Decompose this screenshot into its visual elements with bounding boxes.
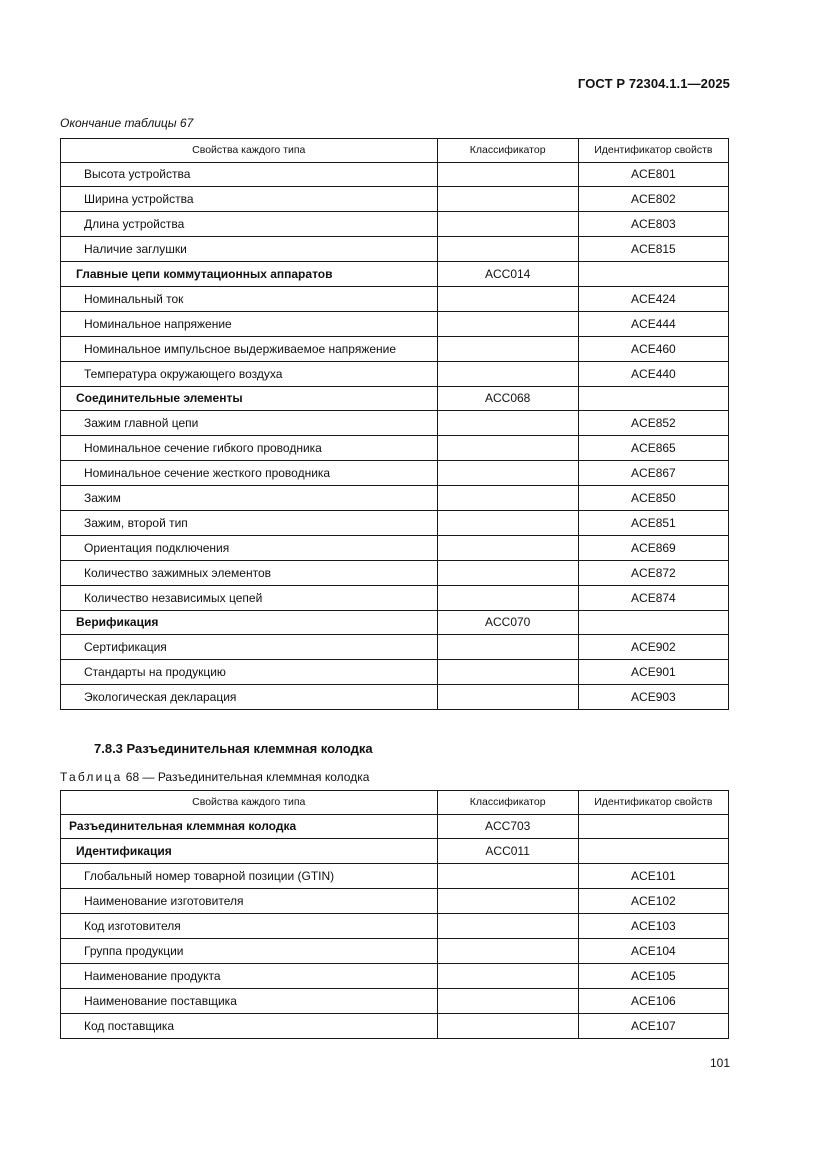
- property-cell: Номинальный ток: [61, 286, 438, 311]
- table-row: [61, 486, 729, 511]
- classifier-cell: ACC070: [437, 610, 578, 635]
- classifier-cell: [437, 187, 578, 212]
- identifier-cell: ACE444: [578, 311, 728, 336]
- property-cell: Идентификация: [61, 839, 438, 864]
- identifier-cell: ACE867: [578, 461, 728, 486]
- identifier-cell: ACE852: [578, 411, 728, 436]
- property-cell: Длина устройства: [61, 212, 438, 237]
- table-group-row: [61, 814, 729, 839]
- classifier-cell: ACC703: [437, 814, 578, 839]
- classifier-cell: [437, 237, 578, 262]
- identifier-cell: ACE105: [578, 963, 728, 988]
- identifier-cell: ACE865: [578, 436, 728, 461]
- property-cell: Ориентация подключения: [61, 535, 438, 560]
- table-row: [61, 212, 729, 237]
- classifier-cell: [437, 914, 578, 939]
- identifier-cell: ACE106: [578, 988, 728, 1013]
- table-row: [61, 461, 729, 486]
- identifier-cell: ACE424: [578, 286, 728, 311]
- table-row: [61, 660, 729, 685]
- property-cell: Зажим, второй тип: [61, 510, 438, 535]
- classifier-cell: ACC068: [437, 386, 578, 411]
- classifier-cell: [437, 685, 578, 710]
- property-cell: Наименование продукта: [61, 963, 438, 988]
- identifier-cell: ACE902: [578, 635, 728, 660]
- identifier-cell: ACE901: [578, 660, 728, 685]
- property-cell: Группа продукции: [61, 938, 438, 963]
- classifier-cell: [437, 585, 578, 610]
- classifier-cell: [437, 162, 578, 187]
- identifier-cell: ACE874: [578, 585, 728, 610]
- section-heading: 7.8.3 Разъединительная клеммная колодка: [94, 741, 373, 756]
- identifier-cell: [578, 262, 728, 287]
- table-68: [60, 790, 729, 1039]
- table-group-row: [61, 610, 729, 635]
- classifier-cell: [437, 336, 578, 361]
- property-cell: Разъединительная клеммная колодка: [61, 814, 438, 839]
- property-cell: Наименование поставщика: [61, 988, 438, 1013]
- identifier-cell: [578, 839, 728, 864]
- property-cell: Сертификация: [61, 635, 438, 660]
- property-cell: Зажим главной цепи: [61, 411, 438, 436]
- column-header-property: Свойства каждого типа: [61, 139, 438, 163]
- table-group-row: [61, 839, 729, 864]
- identifier-cell: ACE872: [578, 560, 728, 585]
- table-row: [61, 585, 729, 610]
- table-row: [61, 535, 729, 560]
- table-caption-label: Таблица: [60, 770, 123, 784]
- classifier-cell: [437, 411, 578, 436]
- property-cell: Наименование изготовителя: [61, 889, 438, 914]
- classifier-cell: [437, 535, 578, 560]
- classifier-cell: [437, 864, 578, 889]
- table-67: [60, 138, 729, 710]
- classifier-cell: [437, 436, 578, 461]
- table-row: [61, 162, 729, 187]
- property-cell: Код поставщика: [61, 1013, 438, 1038]
- classifier-cell: ACC014: [437, 262, 578, 287]
- identifier-cell: ACE104: [578, 938, 728, 963]
- property-cell: Температура окружающего воздуха: [61, 361, 438, 386]
- identifier-cell: ACE440: [578, 361, 728, 386]
- identifier-cell: ACE802: [578, 187, 728, 212]
- classifier-cell: [437, 461, 578, 486]
- table-row: [61, 938, 729, 963]
- table-row: [61, 237, 729, 262]
- table-row: [61, 510, 729, 535]
- column-header-classifier: Классификатор: [437, 791, 578, 815]
- column-header-identifier: Идентификатор свойств: [578, 791, 728, 815]
- classifier-cell: [437, 963, 578, 988]
- identifier-cell: ACE103: [578, 914, 728, 939]
- classifier-cell: [437, 361, 578, 386]
- classifier-cell: [437, 510, 578, 535]
- classifier-cell: [437, 1013, 578, 1038]
- table-row: [61, 685, 729, 710]
- identifier-cell: ACE815: [578, 237, 728, 262]
- table-row: [61, 1013, 729, 1038]
- property-cell: Верификация: [61, 610, 438, 635]
- table-row: [61, 963, 729, 988]
- classifier-cell: [437, 889, 578, 914]
- property-cell: Соединительные элементы: [61, 386, 438, 411]
- property-cell: Наличие заглушки: [61, 237, 438, 262]
- identifier-cell: ACE903: [578, 685, 728, 710]
- table-header-row: [61, 791, 729, 815]
- property-cell: Номинальное сечение жесткого проводника: [61, 461, 438, 486]
- table-68-caption: [60, 770, 369, 784]
- table-row: [61, 635, 729, 660]
- table-row: [61, 411, 729, 436]
- property-cell: Номинальное сечение гибкого проводника: [61, 436, 438, 461]
- table-header-row: [61, 139, 729, 163]
- table-row: [61, 187, 729, 212]
- identifier-cell: ACE102: [578, 889, 728, 914]
- classifier-cell: [437, 311, 578, 336]
- property-cell: Код изготовителя: [61, 914, 438, 939]
- property-cell: Номинальное напряжение: [61, 311, 438, 336]
- table-group-row: [61, 386, 729, 411]
- table-caption-title: 68 — Разъединительная клеммная колодка: [125, 770, 370, 784]
- classifier-cell: [437, 286, 578, 311]
- identifier-cell: ACE101: [578, 864, 728, 889]
- table-row: [61, 914, 729, 939]
- identifier-cell: [578, 386, 728, 411]
- classifier-cell: [437, 486, 578, 511]
- classifier-cell: ACC011: [437, 839, 578, 864]
- identifier-cell: ACE460: [578, 336, 728, 361]
- classifier-cell: [437, 988, 578, 1013]
- property-cell: Главные цепи коммутационных аппаратов: [61, 262, 438, 287]
- table-row: [61, 988, 729, 1013]
- document-code: ГОСТ Р 72304.1.1—2025: [577, 76, 730, 91]
- classifier-cell: [437, 660, 578, 685]
- table-row: [61, 864, 729, 889]
- property-cell: Высота устройства: [61, 162, 438, 187]
- identifier-cell: ACE803: [578, 212, 728, 237]
- property-cell: Ширина устройства: [61, 187, 438, 212]
- classifier-cell: [437, 938, 578, 963]
- page-number: 101: [709, 1056, 730, 1070]
- table-row: [61, 436, 729, 461]
- table-row: [61, 889, 729, 914]
- column-header-identifier: Идентификатор свойств: [578, 139, 728, 163]
- table-row: [61, 311, 729, 336]
- classifier-cell: [437, 635, 578, 660]
- property-cell: Количество зажимных элементов: [61, 560, 438, 585]
- property-cell: Зажим: [61, 486, 438, 511]
- identifier-cell: [578, 814, 728, 839]
- table-row: [61, 361, 729, 386]
- classifier-cell: [437, 560, 578, 585]
- column-header-property: Свойства каждого типа: [61, 791, 438, 815]
- property-cell: Количество независимых цепей: [61, 585, 438, 610]
- identifier-cell: ACE869: [578, 535, 728, 560]
- column-header-classifier: Классификатор: [437, 139, 578, 163]
- table-row: [61, 560, 729, 585]
- identifier-cell: ACE850: [578, 486, 728, 511]
- property-cell: Стандарты на продукцию: [61, 660, 438, 685]
- identifier-cell: ACE107: [578, 1013, 728, 1038]
- identifier-cell: ACE801: [578, 162, 728, 187]
- table-group-row: [61, 262, 729, 287]
- identifier-cell: [578, 610, 728, 635]
- table-row: [61, 336, 729, 361]
- property-cell: Экологическая декларация: [61, 685, 438, 710]
- table-row: [61, 286, 729, 311]
- property-cell: Номинальное импульсное выдерживаемое напряжение: [61, 336, 438, 361]
- identifier-cell: ACE851: [578, 510, 728, 535]
- classifier-cell: [437, 212, 578, 237]
- table-continuation-caption: Окончание таблицы 67: [60, 116, 194, 130]
- property-cell: Глобальный номер товарной позиции (GTIN): [61, 864, 438, 889]
